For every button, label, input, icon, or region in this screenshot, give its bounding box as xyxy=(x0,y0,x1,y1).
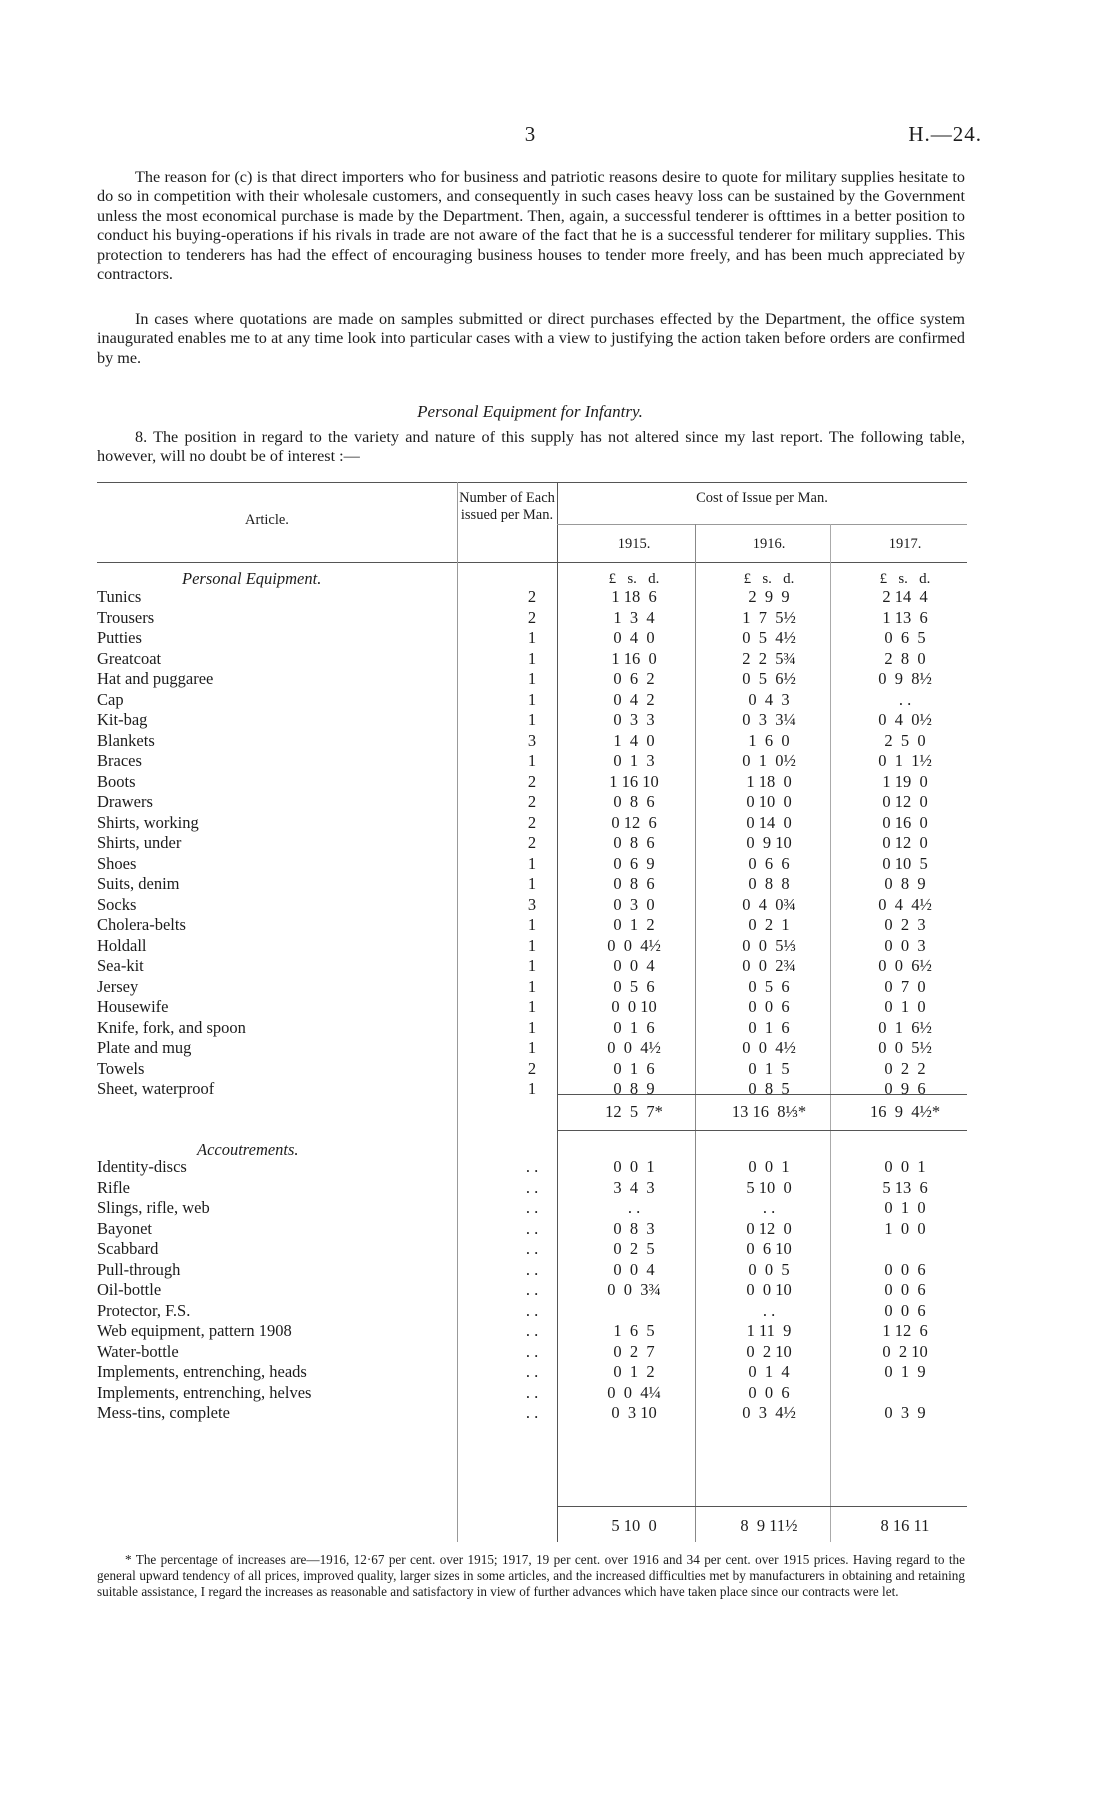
total-personal-1915: 12 5 7* xyxy=(605,1102,663,1121)
row-cost-1915: 0 8 6 xyxy=(613,874,655,893)
paragraph-position: 8. The position in regard to the variety and nature of this supply has not altered since my last report. The following table, however, will no doubt be of interest :— xyxy=(97,428,965,466)
table-row xyxy=(97,936,967,957)
row-cost-1915: 0 1 2 xyxy=(613,915,655,934)
table-row xyxy=(97,1301,967,1322)
table-row xyxy=(97,792,967,813)
table-row xyxy=(97,977,967,998)
row-cost-1916: 0 4 3 xyxy=(748,689,790,709)
row-cost-1915: 1 16 0 xyxy=(611,648,657,668)
table-row xyxy=(97,1403,967,1424)
table-row xyxy=(97,1219,967,1240)
row-cost-1915: 0 8 9 xyxy=(613,1079,655,1098)
row-article: Bayonet xyxy=(97,1218,152,1238)
row-cost-1916: 0 9 10 xyxy=(746,833,792,852)
row-cost-1916: 0 1 6 xyxy=(748,1017,790,1037)
row-cost-1915: 0 3 0 xyxy=(613,894,655,914)
row-number-issued: 1 xyxy=(527,648,537,668)
row-cost-1917: 0 2 2 xyxy=(884,1058,926,1078)
row-cost-1917: 0 0 6 xyxy=(884,1280,926,1299)
row-number-issued: 1 xyxy=(527,628,537,647)
row-article: Trousers xyxy=(97,607,155,627)
row-article: Scabbard xyxy=(97,1239,159,1258)
row-cost-1915: 0 0 4½ xyxy=(607,1038,661,1057)
row-cost-1917: 0 4 4½ xyxy=(878,894,932,914)
row-cost-1917: . . xyxy=(898,689,912,709)
row-cost-1917: 0 1 9 xyxy=(884,1362,926,1381)
row-cost-1915: 0 12 6 xyxy=(611,812,657,832)
row-cost-1916: . . xyxy=(762,1300,776,1320)
row-cost-1915: 1 3 4 xyxy=(613,607,655,627)
table-row xyxy=(97,1079,967,1100)
row-cost-1916: 0 5 6½ xyxy=(742,669,796,688)
row-cost-1916: 0 12 0 xyxy=(746,1218,792,1238)
table-row xyxy=(97,915,967,936)
row-cost-1916: 0 0 10 xyxy=(746,1280,792,1299)
row-cost-1916: 0 2 10 xyxy=(746,1341,792,1361)
row-number-issued: 3 xyxy=(527,894,537,914)
row-number-issued: 2 xyxy=(527,812,537,832)
row-cost-1915: 0 0 1 xyxy=(613,1157,655,1176)
row-article: Blankets xyxy=(97,730,155,750)
section-personal-equipment-title: Personal Equipment. xyxy=(182,569,322,588)
table-row xyxy=(97,895,967,916)
page-reference: H.—24. xyxy=(908,122,982,146)
row-cost-1916: 0 6 6 xyxy=(748,853,790,873)
row-article: Shoes xyxy=(97,853,137,873)
row-number-issued: 1 xyxy=(527,1079,537,1098)
row-cost-1915: 0 2 7 xyxy=(613,1341,655,1361)
table-row xyxy=(97,854,967,875)
row-cost-1915: 0 4 2 xyxy=(613,689,655,709)
row-article: Jersey xyxy=(97,976,139,996)
row-number-issued: 2 xyxy=(527,771,537,791)
row-cost-1917: 0 0 1 xyxy=(884,1157,926,1176)
row-cost-1917: 0 0 6½ xyxy=(878,956,932,975)
row-cost-1916: 1 6 0 xyxy=(748,730,790,750)
row-article: Putties xyxy=(97,628,142,647)
row-cost-1916: 1 18 0 xyxy=(746,771,792,791)
row-cost-1917: 0 12 0 xyxy=(882,833,928,852)
row-cost-1915: 0 8 6 xyxy=(613,792,655,811)
row-cost-1917: 0 1 0 xyxy=(884,1198,926,1217)
row-article: Rifle xyxy=(97,1177,130,1197)
units-1916: £ s. d. xyxy=(743,571,795,587)
paragraph-reason: The reason for (c) is that direct importers who for business and patriotic reasons desire to quote for military supplies hesitate to do so in competition with their wholesale customers, and consequently in such cases heavy loss can be sustained by the Government unless the most economical purchase is made by the Department. Then, again, a successful tenderer is ofttimes in a better position to conduct his buying-operations if his rivals in trade are not aware of the fact that he is a successful tenderer for military supplies. This protection to tenderers has had the effect of encouraging business houses to tender more freely, and has been much appreciated by contractors. xyxy=(97,168,965,284)
table-row xyxy=(97,1342,967,1363)
header-number-issued: Number of Each issued per Man. xyxy=(459,490,555,523)
row-article: Housewife xyxy=(97,997,169,1016)
row-cost-1915: 0 8 3 xyxy=(613,1218,655,1238)
row-article: Towels xyxy=(97,1058,145,1078)
table-row xyxy=(97,1018,967,1039)
row-cost-1916: 0 1 5 xyxy=(748,1058,790,1078)
table-row xyxy=(97,1280,967,1301)
row-article: Cap xyxy=(97,689,124,709)
row-cost-1917: 0 2 3 xyxy=(884,915,926,934)
table-row xyxy=(97,628,967,649)
row-article: Kit-bag xyxy=(97,710,148,729)
row-cost-1916: 0 14 0 xyxy=(746,812,792,832)
row-cost-1917: 0 7 0 xyxy=(884,976,926,996)
table-row xyxy=(97,997,967,1018)
row-article: Shirts, under xyxy=(97,833,182,852)
row-cost-1917: 0 10 5 xyxy=(882,853,928,873)
row-number-issued: . . xyxy=(525,1157,539,1176)
row-article: Cholera-belts xyxy=(97,915,186,934)
row-cost-1916: . . xyxy=(762,1198,776,1217)
row-cost-1917: 0 1 6½ xyxy=(878,1017,932,1037)
row-cost-1916: 0 3 3¼ xyxy=(742,710,796,729)
row-cost-1915: 0 1 6 xyxy=(613,1058,655,1078)
row-cost-1915: 0 0 4 xyxy=(613,1259,655,1279)
row-cost-1917: 0 0 6 xyxy=(884,1259,926,1279)
row-cost-1916: 0 6 10 xyxy=(746,1239,792,1258)
row-cost-1916: 5 10 0 xyxy=(746,1177,792,1197)
row-cost-1915: 0 3 3 xyxy=(613,710,655,729)
row-number-issued: . . xyxy=(525,1403,539,1422)
row-cost-1917: 0 9 6 xyxy=(884,1079,926,1098)
row-article: Socks xyxy=(97,894,137,914)
table-row xyxy=(97,1178,967,1199)
row-number-issued: . . xyxy=(525,1341,539,1361)
row-number-issued: . . xyxy=(525,1259,539,1279)
row-number-issued: 2 xyxy=(527,833,537,852)
table-row xyxy=(97,1260,967,1281)
row-cost-1917: 0 6 5 xyxy=(884,628,926,647)
table-row xyxy=(97,1038,967,1059)
row-article: Plate and mug xyxy=(97,1038,192,1057)
row-cost-1917: 0 3 9 xyxy=(884,1403,926,1422)
total-accoutrements-1916: 8 9 11½ xyxy=(740,1516,798,1535)
row-cost-1917: 0 1 0 xyxy=(884,997,926,1016)
header-year-1916: 1916. xyxy=(752,536,786,552)
row-cost-1915: . . xyxy=(627,1198,641,1217)
row-cost-1916: 0 0 6 xyxy=(748,1382,790,1402)
row-cost-1916: 0 5 4½ xyxy=(742,628,796,647)
row-number-issued: 1 xyxy=(527,997,537,1016)
row-cost-1915: 0 1 3 xyxy=(613,751,655,770)
row-article: Greatcoat xyxy=(97,648,162,668)
total-personal-1917: 16 9 4½* xyxy=(869,1102,941,1121)
row-cost-1916: 1 11 9 xyxy=(746,1321,792,1340)
row-cost-1916: 0 0 6 xyxy=(748,997,790,1016)
row-cost-1917: 0 0 6 xyxy=(884,1300,926,1320)
row-number-issued: 2 xyxy=(527,607,537,627)
table-row xyxy=(97,956,967,977)
table-row xyxy=(97,813,967,834)
row-cost-1916: 0 8 8 xyxy=(748,874,790,893)
row-number-issued: 1 xyxy=(527,669,537,688)
row-cost-1917: 0 8 9 xyxy=(884,874,926,893)
row-cost-1915: 0 2 5 xyxy=(613,1239,655,1258)
paragraph-quotations: In cases where quotations are made on samples submitted or direct purchases effected by the Department, the office system inaugurated enables me to at any time look into particular cases with a view to justifying the action taken before orders are confirmed by me. xyxy=(97,310,965,367)
row-article: Water-bottle xyxy=(97,1341,179,1361)
row-cost-1915: 0 0 4¼ xyxy=(607,1382,661,1402)
row-cost-1915: 0 0 3¾ xyxy=(607,1280,661,1299)
row-article: Mess-tins, complete xyxy=(97,1403,230,1422)
row-cost-1916: 0 0 1 xyxy=(748,1157,790,1176)
row-cost-1916: 0 3 4½ xyxy=(742,1403,796,1422)
table-row xyxy=(97,669,967,690)
row-cost-1915: 0 0 4½ xyxy=(607,935,661,955)
row-cost-1915: 0 6 2 xyxy=(613,669,655,688)
row-article: Knife, fork, and spoon xyxy=(97,1017,246,1037)
row-article: Slings, rifle, web xyxy=(97,1198,210,1217)
row-cost-1916: 0 2 1 xyxy=(748,915,790,934)
row-cost-1915: 0 0 10 xyxy=(611,997,657,1016)
row-article: Sheet, waterproof xyxy=(97,1079,215,1098)
row-cost-1915: 0 3 10 xyxy=(611,1403,657,1422)
row-number-issued: . . xyxy=(525,1362,539,1381)
total-personal-1916: 13 16 8⅓* xyxy=(731,1102,807,1121)
row-cost-1916: 0 0 2¾ xyxy=(742,956,796,975)
table-row xyxy=(97,731,967,752)
row-article: Braces xyxy=(97,751,142,770)
row-cost-1917: 2 8 0 xyxy=(884,648,926,668)
table-row xyxy=(97,874,967,895)
row-article: Pull-through xyxy=(97,1259,181,1279)
row-cost-1917: 0 2 10 xyxy=(882,1341,928,1361)
row-cost-1915: 0 6 9 xyxy=(613,853,655,873)
row-number-issued: . . xyxy=(525,1300,539,1320)
row-number-issued: 1 xyxy=(527,1017,537,1037)
row-cost-1917: 1 12 6 xyxy=(882,1321,928,1340)
row-number-issued: 1 xyxy=(527,751,537,770)
row-number-issued: 1 xyxy=(527,874,537,893)
header-cost-of-issue: Cost of Issue per Man. xyxy=(696,490,828,506)
row-article: Web equipment, pattern 1908 xyxy=(97,1321,292,1340)
equipment-cost-table xyxy=(97,482,967,1545)
table-row xyxy=(97,772,967,793)
row-number-issued: . . xyxy=(525,1382,539,1402)
row-cost-1917: 0 9 8½ xyxy=(878,669,932,688)
row-cost-1916: 0 0 5⅓ xyxy=(742,935,796,955)
row-number-issued: . . xyxy=(525,1280,539,1299)
row-article: Boots xyxy=(97,771,136,791)
header-article: Article. xyxy=(245,512,289,528)
row-article: Suits, denim xyxy=(97,874,180,893)
table-row xyxy=(97,710,967,731)
units-1915: £ s. d. xyxy=(608,571,660,587)
row-article: Holdall xyxy=(97,935,147,955)
row-article: Sea-kit xyxy=(97,956,144,975)
row-cost-1915: 1 18 6 xyxy=(611,587,657,606)
row-cost-1916: 0 0 5 xyxy=(748,1259,790,1279)
section-accoutrements-title: Accoutrements. xyxy=(197,1140,299,1159)
row-cost-1915: 0 1 2 xyxy=(613,1362,655,1381)
table-row xyxy=(97,1383,967,1404)
row-number-issued: 3 xyxy=(527,730,537,750)
row-cost-1916: 0 4 0¾ xyxy=(742,894,796,914)
row-number-issued: 1 xyxy=(527,853,537,873)
total-accoutrements-1917: 8 16 11 xyxy=(880,1516,930,1535)
total-accoutrements-1915: 5 10 0 xyxy=(611,1516,657,1535)
row-cost-1915: 0 1 6 xyxy=(613,1017,655,1037)
table-row xyxy=(97,608,967,629)
row-cost-1917: 2 14 4 xyxy=(882,587,928,606)
row-cost-1917: 0 12 0 xyxy=(882,792,928,811)
row-cost-1915: 1 6 5 xyxy=(613,1321,655,1340)
row-article: Shirts, working xyxy=(97,812,199,832)
row-number-issued: 2 xyxy=(527,587,537,606)
row-cost-1915: 1 4 0 xyxy=(613,730,655,750)
row-number-issued: 2 xyxy=(527,792,537,811)
table-row xyxy=(97,690,967,711)
row-article: Hat and puggaree xyxy=(97,669,214,688)
row-article: Tunics xyxy=(97,587,142,606)
row-cost-1916: 0 0 4½ xyxy=(742,1038,796,1057)
row-cost-1916: 0 8 5 xyxy=(748,1079,790,1098)
row-number-issued: . . xyxy=(525,1239,539,1258)
row-cost-1915: 0 0 4 xyxy=(613,956,655,975)
table-row xyxy=(97,1321,967,1342)
table-row xyxy=(97,751,967,772)
table-row xyxy=(97,1157,967,1178)
row-number-issued: . . xyxy=(525,1321,539,1340)
row-cost-1915: 0 5 6 xyxy=(613,976,655,996)
section-heading: Personal Equipment for Infantry. xyxy=(417,402,643,421)
row-cost-1917: 5 13 6 xyxy=(882,1177,928,1197)
row-article: Implements, entrenching, helves xyxy=(97,1382,312,1402)
row-number-issued: 1 xyxy=(527,689,537,709)
row-number-issued: . . xyxy=(525,1198,539,1217)
footnote: * The percentage of increases are—1916, 12·67 per cent. over 1915; 1917, 19 per cent. over 1916 and 34 per cent. over 1915 prices. Having regard to the general upward tendency of all prices, improved quality, larger sizes in some articles, and the increased difficulties met by manufacturers in obtaining and retaining suitable assistance, I regard the increases as reasonable and satisfactory in view of further advances which have taken place since our contracts were let. xyxy=(97,1552,965,1599)
row-cost-1915: 0 4 0 xyxy=(613,628,655,647)
table-row xyxy=(97,1239,967,1260)
row-cost-1915: 0 8 6 xyxy=(613,833,655,852)
row-article: Drawers xyxy=(97,792,153,811)
row-cost-1917: 0 0 3 xyxy=(884,935,926,955)
table-row xyxy=(97,1059,967,1080)
row-article: Implements, entrenching, heads xyxy=(97,1362,307,1381)
row-cost-1917: 2 5 0 xyxy=(884,730,926,750)
row-number-issued: . . xyxy=(525,1177,539,1197)
row-cost-1916: 0 1 0½ xyxy=(742,751,796,770)
row-number-issued: 2 xyxy=(527,1058,537,1078)
table-row xyxy=(97,1362,967,1383)
row-cost-1916: 0 1 4 xyxy=(748,1362,790,1381)
row-number-issued: 1 xyxy=(527,935,537,955)
row-cost-1916: 1 7 5½ xyxy=(742,607,796,627)
row-cost-1916: 2 9 9 xyxy=(748,587,790,606)
row-cost-1916: 0 10 0 xyxy=(746,792,792,811)
page-number: 3 xyxy=(524,122,536,146)
row-number-issued: . . xyxy=(525,1218,539,1238)
row-number-issued: 1 xyxy=(527,1038,537,1057)
row-cost-1917: 0 0 5½ xyxy=(878,1038,932,1057)
header-year-1917: 1917. xyxy=(888,536,922,552)
row-cost-1917: 0 16 0 xyxy=(882,812,928,832)
table-row xyxy=(97,649,967,670)
row-cost-1917: 0 4 0½ xyxy=(878,710,932,729)
row-article: Protector, F.S. xyxy=(97,1300,191,1320)
row-cost-1917: 1 19 0 xyxy=(882,771,928,791)
row-article: Identity-discs xyxy=(97,1157,187,1176)
header-year-1915: 1915. xyxy=(617,536,651,552)
table-row xyxy=(97,833,967,854)
row-number-issued: 1 xyxy=(527,915,537,934)
table-row xyxy=(97,587,967,608)
row-cost-1915: 1 16 10 xyxy=(609,771,659,791)
row-article: Oil-bottle xyxy=(97,1280,162,1299)
row-cost-1916: 0 5 6 xyxy=(748,976,790,996)
row-cost-1917: 1 0 0 xyxy=(884,1218,926,1238)
row-cost-1917: 0 1 1½ xyxy=(878,751,932,770)
units-1917: £ s. d. xyxy=(879,571,931,587)
row-number-issued: 1 xyxy=(527,956,537,975)
row-number-issued: 1 xyxy=(527,976,537,996)
row-cost-1916: 2 2 5¾ xyxy=(742,648,796,668)
table-row xyxy=(97,1198,967,1219)
row-cost-1917: 1 13 6 xyxy=(882,607,928,627)
row-cost-1915: 3 4 3 xyxy=(613,1177,655,1197)
row-number-issued: 1 xyxy=(527,710,537,729)
